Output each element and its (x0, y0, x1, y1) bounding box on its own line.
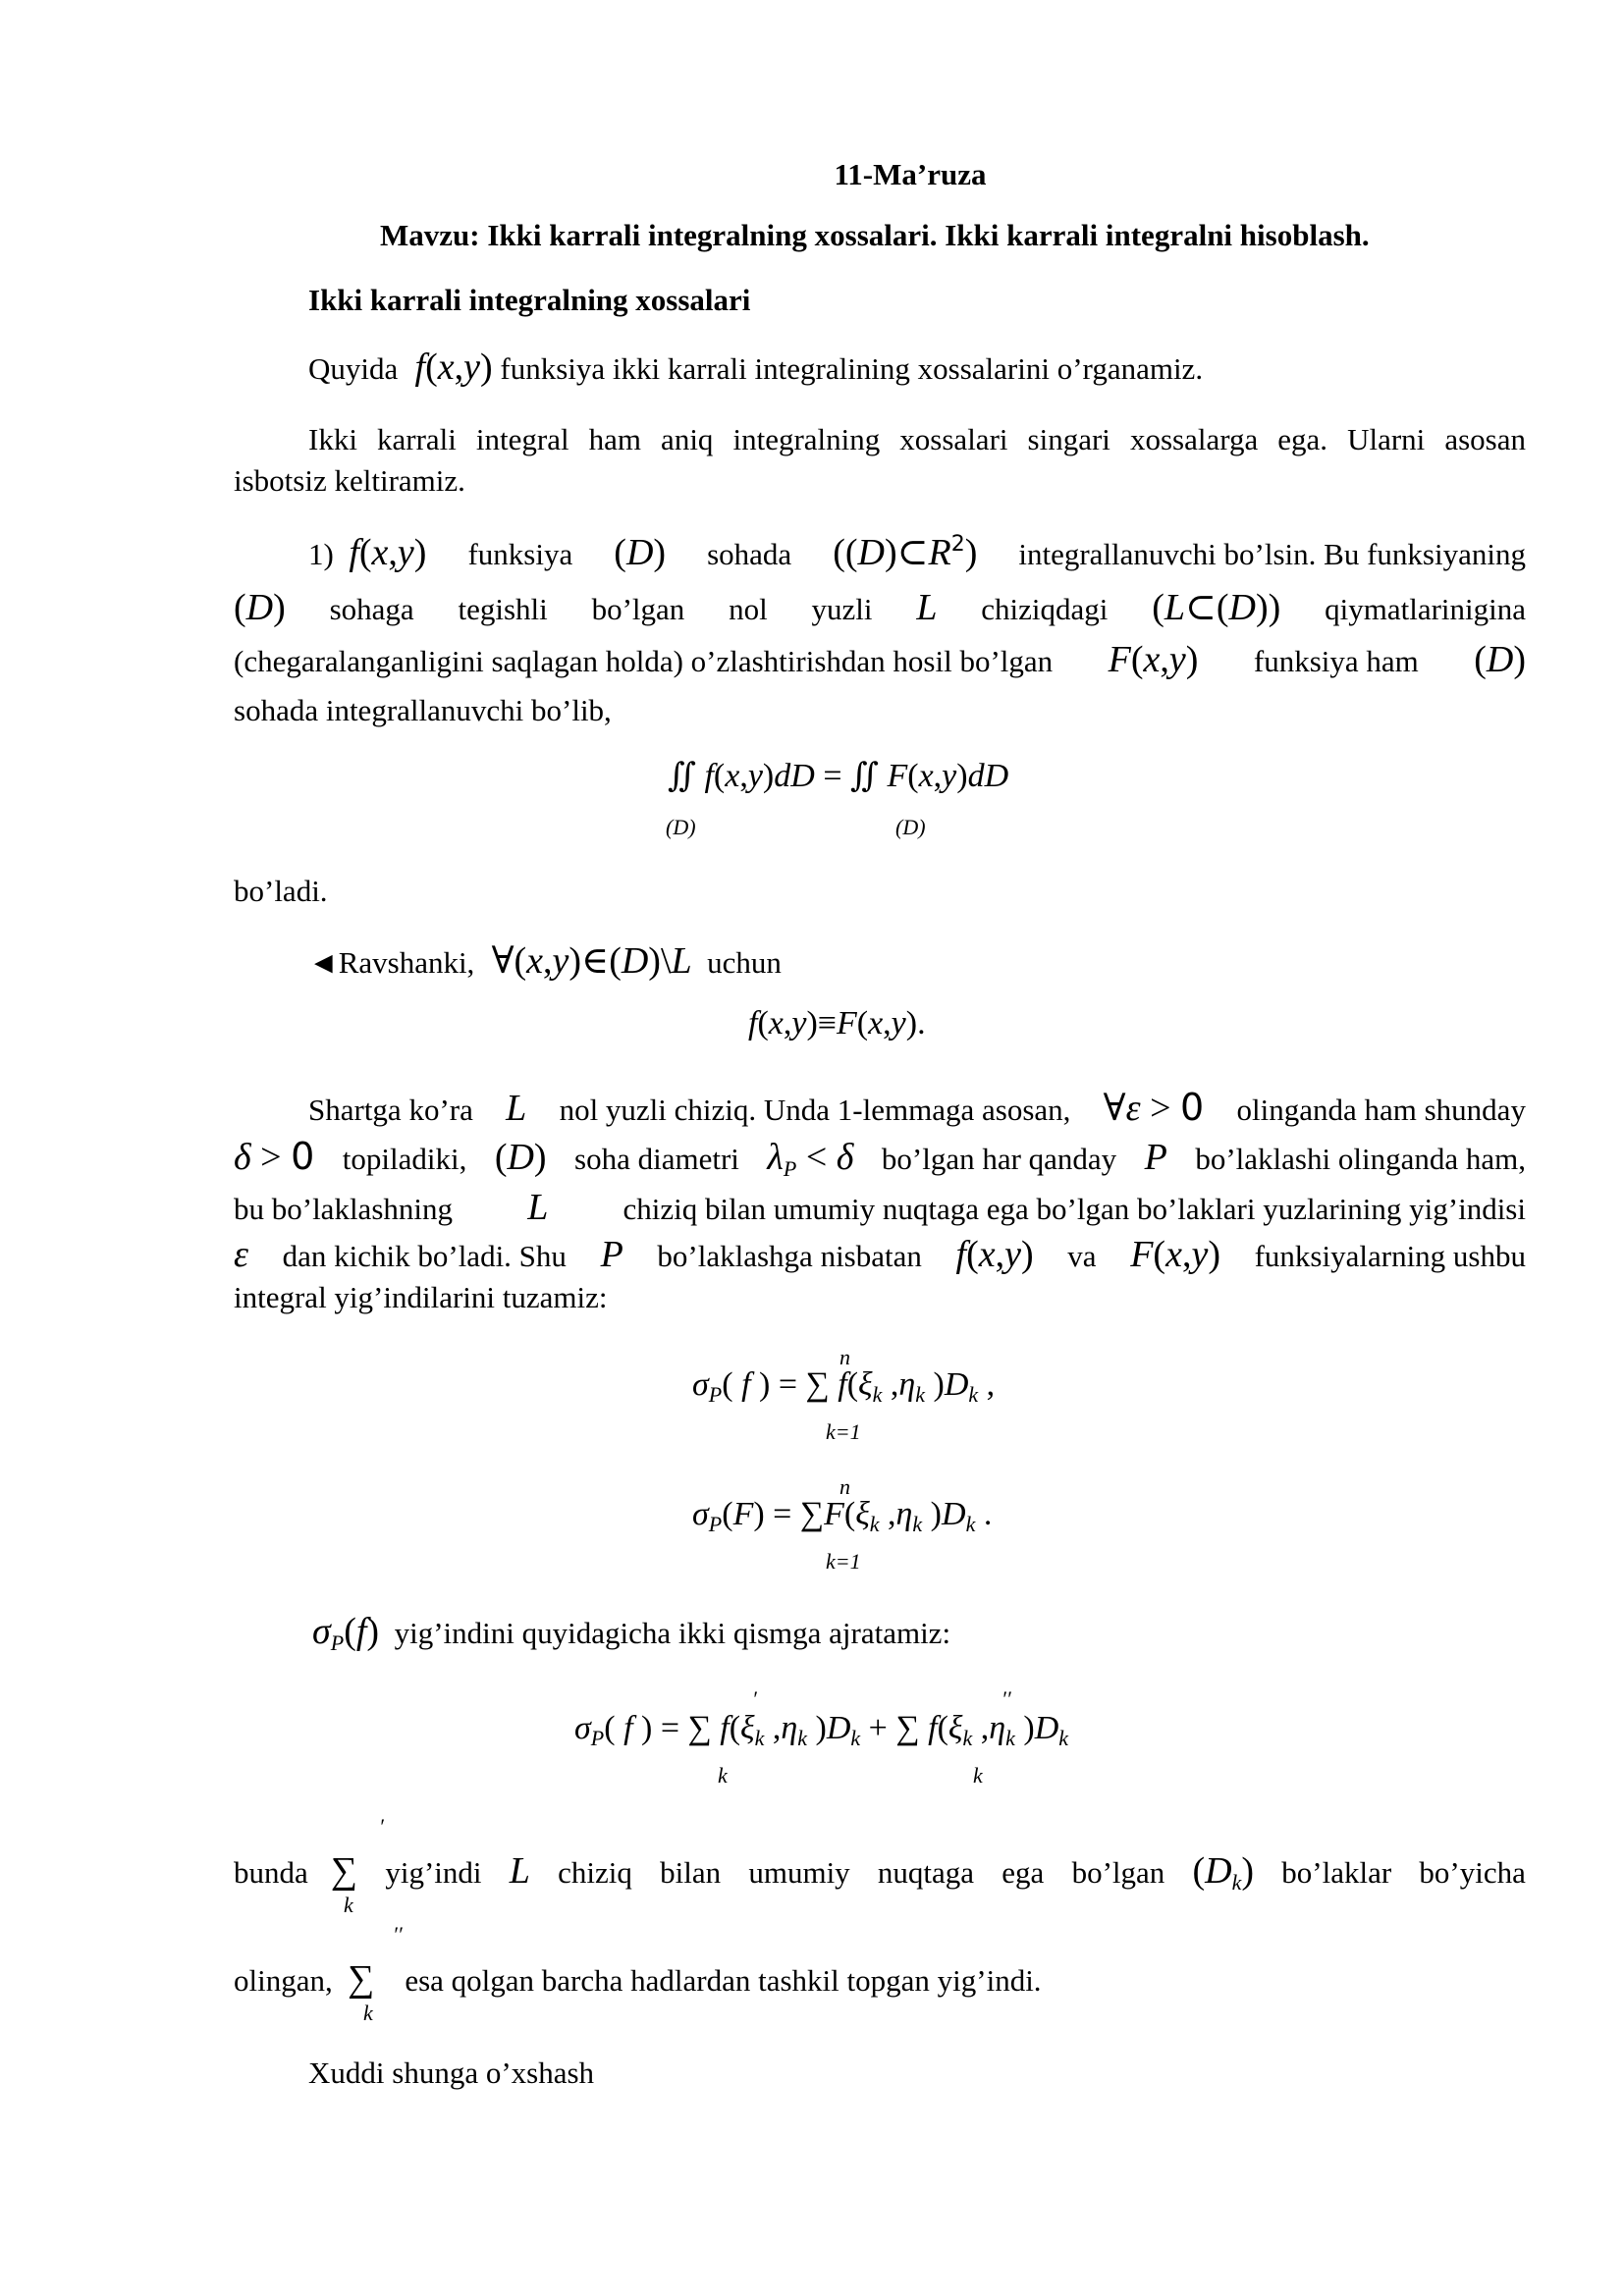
property-1-line3: (chegaralanganligini saqlagan holda) o’zlashtirishdan hosil bo’lgan F(x,y) funksiya ham (D) (234, 639, 1526, 680)
paragraph-condition-line1: Shartga ko’ra L nol yuzli chiziq. Unda 1-lemmaga asosan, ∀ε > 0 olinganda ham shunday (308, 1086, 1526, 1129)
lecture-subject: Mavzu: Ikki karrali integralning xossalari. Ikki karrali integralni hisoblash. (380, 218, 1370, 252)
paragraph-intro: Quyida f(x,y) funksiya ikki karrali integralining xossalarini o’rganamiz. (308, 347, 1204, 388)
split-sum-formula: $\sigma_P$( f ) = ∑ $f(\xi_k$ $,\eta_k$ )$D_k$ + ∑ $f(\xi_k$ $,\eta_k$ )$D_k$ (574, 1710, 1069, 1750)
boladi-text: bo’ladi. (234, 874, 328, 908)
prime-mark: ′ (379, 1814, 384, 1839)
sum-index-k: k (973, 1763, 983, 1788)
double-prime-mark: ′′ (393, 1922, 403, 1947)
paragraph-properties-line2: isbotsiz keltiramiz. (234, 463, 465, 498)
paragraph-condition-line4: ε dan kichik bo’ladi. Shu P bo’laklashga nisbatan f(x,y) va F(x,y) funksiyalarning ushbu (234, 1234, 1526, 1275)
proof-line: ◄Ravshanki, ∀(x,y)∈(D)\L uchun (308, 940, 782, 982)
double-integral-equality: ∬ f(x,y)dD = ∬ F(x,y)dD (668, 758, 1009, 794)
paragraph-similarly: Xuddi shunga o’xshash (308, 2056, 595, 2090)
integral-domain-left: (D) (666, 815, 696, 839)
integral-sum-F: $\sigma_P(F) = \sum F(\xi_k$ $,\eta_k$ )$D_k$ . (692, 1496, 993, 1536)
property-1-line1: 1) f(x,y) funksiya (D) sohada $((D)\subset R^2)$ integrallanuvchi bo’lsin. Bu funksiyaning (308, 532, 1526, 573)
paragraph-condition-line3: bu bo’laklashning L chiziq bilan umumiy nuqtaga ega bo’lgan bo’laklari yuzlarining yig’indisi (234, 1187, 1526, 1228)
integral-sum-f: $\sigma_P$( f ) = ∑ $f(\xi_k$ $,\eta_k$ )$D_k$ , (692, 1366, 996, 1407)
sum-index-k: k (363, 2001, 373, 2025)
property-1-line4: sohada integrallanuvchi bo’lib, (234, 693, 612, 727)
double-prime-mark: ′′ (1001, 1686, 1011, 1711)
sum-index-k: k (718, 1763, 728, 1788)
paragraph-condition-line2: δ > 0 topiladiki, (D) soha diametri $\lambda_P < \delta$ bo’lgan har qanday P bo’laklashi olinganda ham, (234, 1135, 1526, 1181)
paragraph-split: $\sigma_P(f)$ yig’indini quyidagicha ikki qismga ajratamiz: (312, 1611, 951, 1655)
sum-index-k: k (344, 1893, 353, 1917)
paragraph-bunda: bunda ∑ yig’indi L chiziq bilan umumiy nuqtaga ega bo’lgan $(D_k)$ bo’laklar bo’yicha (234, 1850, 1526, 1895)
property-1-line2: (D) sohaga tegishli bo’lgan nol yuzli L chiziqdagi (L⊂(D)) qiymatlarinigina (234, 587, 1526, 628)
lecture-title: 11-Ma’ruza (834, 157, 987, 191)
sum-F-upper-limit: n (839, 1474, 850, 1499)
paragraph-properties-line1: Ikki karrali integral ham aniq integralning xossalari singari xossalarga ega. Ularni asosan (308, 422, 1526, 456)
sum-f-lower-limit: k=1 (826, 1419, 861, 1444)
paragraph-olingan: olingan, ∑ esa qolgan barcha hadlardan tashkil topgan yig’indi. (234, 1958, 1042, 2000)
section-heading: Ikki karrali integralning xossalari (308, 283, 751, 317)
identity-formula: f(x,y)≡F(x,y). (748, 1005, 926, 1041)
sum-F-lower-limit: k=1 (826, 1549, 861, 1574)
sum-f-upper-limit: n (839, 1345, 850, 1369)
prime-mark: ′ (752, 1686, 757, 1711)
paragraph-condition-line5: integral yig’indilarini tuzamiz: (234, 1280, 608, 1314)
integral-domain-right: (D) (895, 815, 926, 839)
